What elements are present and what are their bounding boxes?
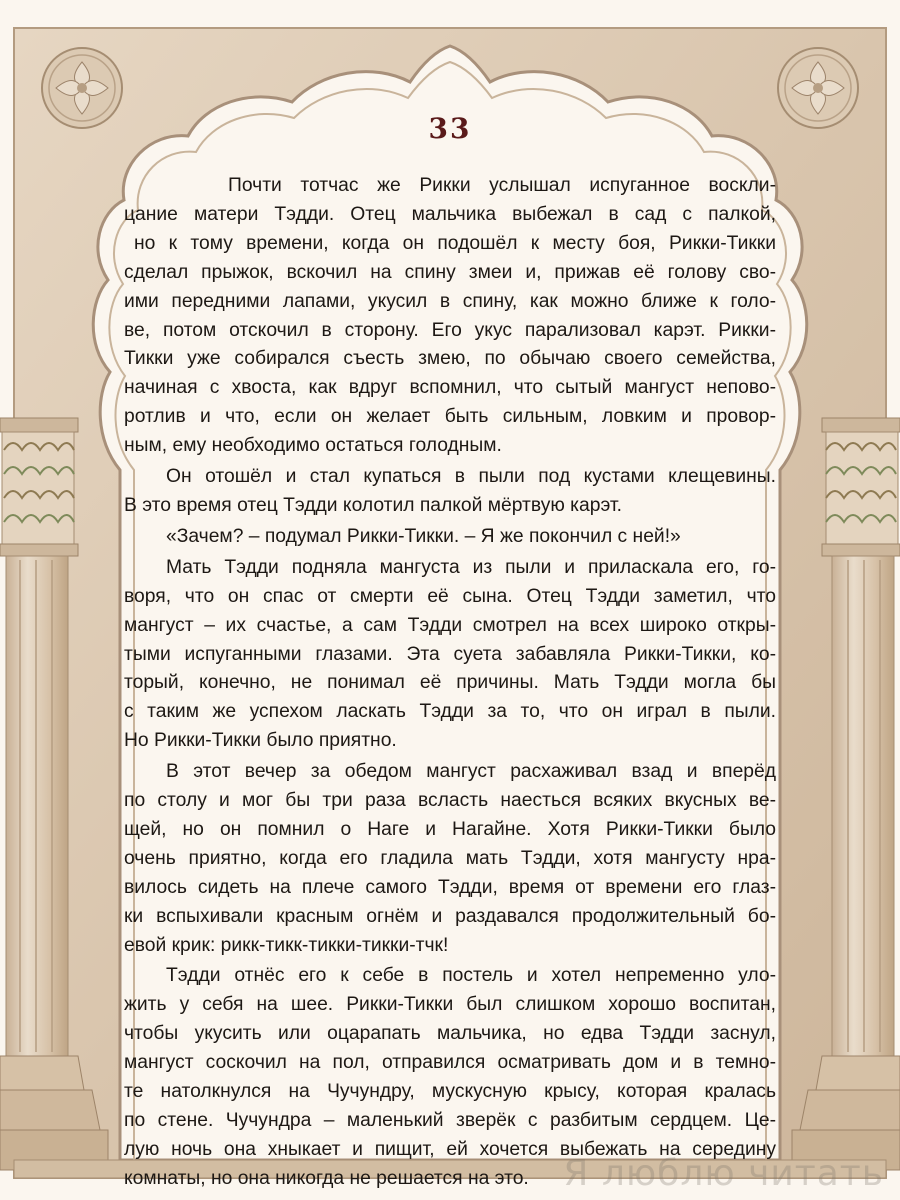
text-line: ве, потом отскочил в сторону. Его укус парализовал карэт. Рикки- xyxy=(124,319,776,341)
text-line: лую ночь она хныкает и пищит, ей хочется выбежать на середину xyxy=(124,1138,776,1160)
text-line: тыми испуганными глазами. Эта суета забавляла Рикки-Тикки, ко- xyxy=(124,643,776,665)
text-line: ным, ему необходимо остаться голодным. xyxy=(124,435,502,457)
text-line: чтобы укусить или оцарапать мальчика, но едва Тэдди заснул, xyxy=(124,1023,776,1045)
text-line: ротлив и что, если он желает быть сильным, ловким и провор- xyxy=(124,406,776,428)
text-line: В это время отец Тэдди колотил палкой мёртвую карэт. xyxy=(124,494,622,516)
text-line: Тикки уже собирался съесть змею, по обычаю своего семейства, xyxy=(124,348,776,370)
text-line: торый, конечно, не понимал её причины. Мать Тэдди могла бы xyxy=(124,672,776,694)
text-line: вилось сидеть на плече самого Тэдди, время от времени его глаз- xyxy=(124,876,776,898)
text-line: комнаты, но она никогда не решается на это. xyxy=(124,1167,529,1189)
text-line: ими передними лапами, укусил в спину, как можно ближе к голо- xyxy=(124,290,776,312)
text-line: евой крик: рикк-тикк-тикки-тикки-тчк! xyxy=(124,934,449,956)
text-line: ки вспыхивали красным огнём и раздавался продолжительный бо- xyxy=(124,905,776,927)
text-line: В этот вечер за обедом мангуст расхаживал взад и вперёд xyxy=(166,761,776,783)
text-line: Тэдди отнёс его к себе в постель и хотел непременно уло- xyxy=(166,965,776,987)
text-line: с таким же успехом ласкать Тэдди за то, что он играл в пыли. xyxy=(124,701,776,723)
text-line: Он отошёл и стал купаться в пыли под кустами клещевины. xyxy=(166,466,776,488)
text-line: цание матери Тэдди. Отец мальчика выбежал в сад с палкой, xyxy=(124,203,776,225)
text-line: начиная с хвоста, как вдруг вспомнил, что сытый мангуст непово- xyxy=(124,377,776,399)
text-line: жить у себя на шее. Рикки-Тикки был слишком хорошо воспитан, xyxy=(124,994,776,1016)
text-line: щей, но он помнил о Наге и Нагайне. Хотя Рикки-Тикки было xyxy=(124,818,776,840)
text-line: но к тому времени, когда он подошёл к месту боя, Рикки-Тикки xyxy=(134,232,776,254)
text-line: по столу и мог бы три раза всласть наесться всяких вкусных ве- xyxy=(124,790,776,812)
text-line: очень приятно, когда его гладила мать Тэдди, хотя мангусту нра- xyxy=(124,847,776,869)
text-line: те натолкнулся на Чучундру, мускусную крысу, которая кралась xyxy=(124,1081,776,1103)
text-line: Мать Тэдди подняла мангуста из пыли и приласкала его, го- xyxy=(166,556,776,578)
text-line: воря, что он спас от смерти её сына. Отец Тэдди заметил, что xyxy=(124,585,776,607)
text-line: Но Рикки-Тикки было приятно. xyxy=(124,730,397,752)
watermark: Я люблю читать xyxy=(563,1153,884,1194)
text-line: мангуст соскочил на пол, отправился осматривать дом и в темно- xyxy=(124,1052,776,1074)
text-line: сделал прыжок, вскочил на спину змеи и, прижав её голову сво- xyxy=(124,261,776,283)
text-line: мангуст – их счастье, а сам Тэдди смотрел на всех широко откры- xyxy=(124,614,776,636)
text-line: по стене. Чучундра – маленький зверёк с разбитым сердцем. Це- xyxy=(124,1110,776,1131)
page-number: 33 xyxy=(428,112,472,145)
text-line: Почти тотчас же Рикки услышал испуганное воскли- xyxy=(228,175,776,196)
text-line: «Зачем? – подумал Рикки-Тикки. – Я же покончил с ней!» xyxy=(166,525,681,547)
story-text xyxy=(124,172,776,1194)
